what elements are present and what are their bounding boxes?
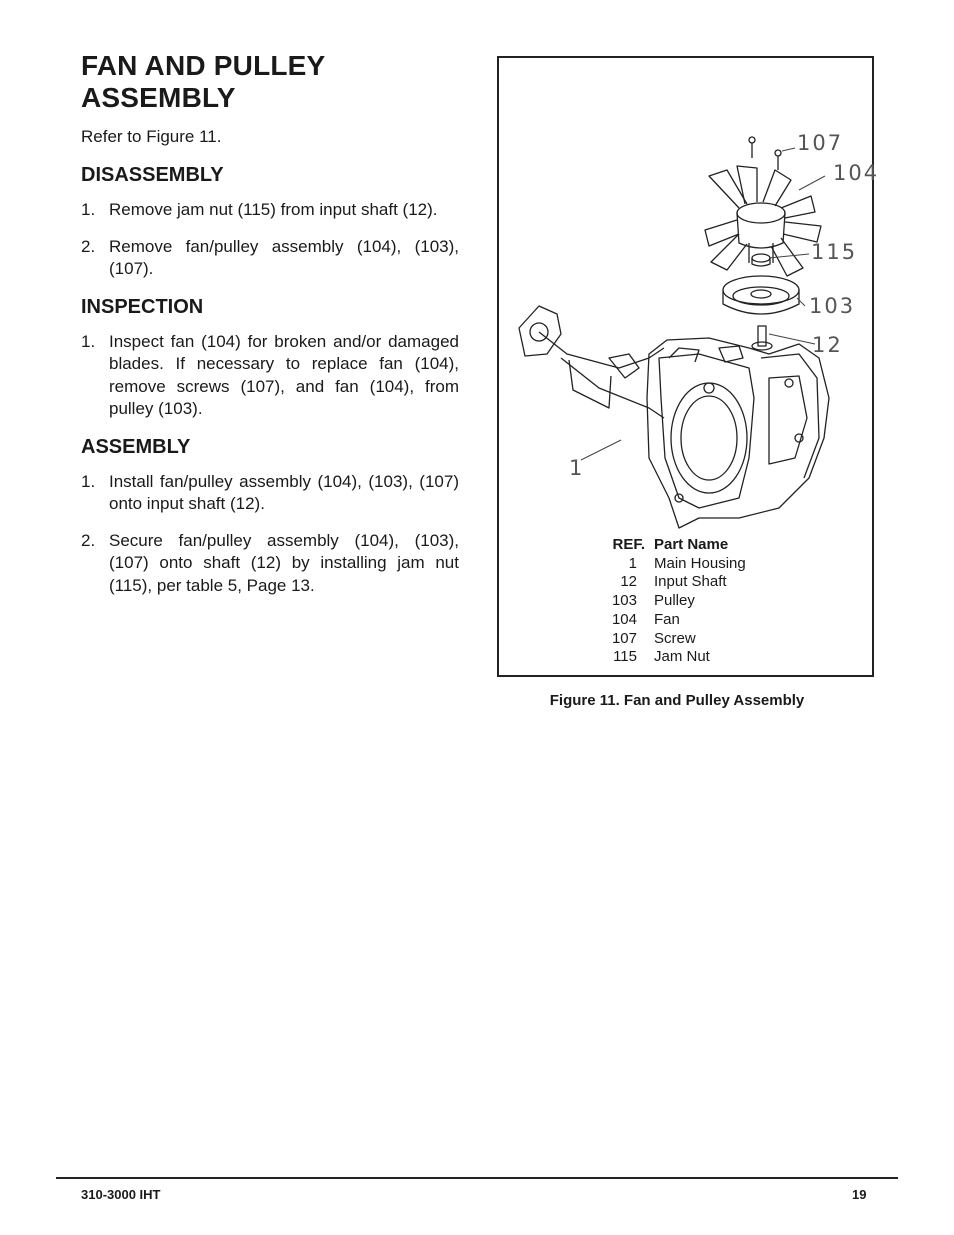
heading-assembly: ASSEMBLY bbox=[81, 435, 191, 458]
input-shaft-icon bbox=[752, 326, 772, 350]
step-item: 1. Install fan/pulley assembly (104), (103), (107) onto input shaft (12). bbox=[81, 471, 459, 513]
screw-icon bbox=[749, 137, 781, 170]
table-row: 107 Screw bbox=[611, 629, 696, 647]
table-row: 104 Fan bbox=[611, 610, 680, 628]
step-item: 2. Remove fan/pulley assembly (104), (103), (107). bbox=[81, 236, 459, 278]
table-row: 103 Pulley bbox=[611, 592, 695, 610]
table-row: 1 Main Housing bbox=[628, 554, 746, 572]
figure-caption: Figure 11. Fan and Pulley Assembly bbox=[549, 692, 805, 709]
step-item: 1. Remove jam nut (115) from input shaft (12). bbox=[81, 200, 438, 219]
callout-leaders bbox=[581, 148, 825, 460]
callout-107: 107 bbox=[797, 131, 844, 155]
fan-icon bbox=[705, 166, 821, 276]
footer-page-number: 19 bbox=[852, 1187, 867, 1202]
callout-104: 104 bbox=[833, 161, 880, 185]
heading-inspection: INSPECTION bbox=[81, 295, 204, 318]
callout-12: 12 bbox=[812, 333, 843, 357]
figure-11-frame bbox=[497, 56, 880, 677]
inspection-steps bbox=[81, 331, 459, 421]
table-row: 115 Jam Nut bbox=[613, 648, 710, 666]
footer-doc-number: 310-3000 IHT bbox=[81, 1187, 161, 1202]
main-housing-icon bbox=[519, 306, 829, 528]
text-column bbox=[81, 50, 459, 611]
callout-103: 103 bbox=[809, 294, 856, 318]
intro-text: Refer to Figure 11. bbox=[81, 127, 222, 146]
callout-1: 1 bbox=[569, 456, 585, 480]
step-item: 2. Secure fan/pulley assembly (104), (103), (107) onto shaft (12) by installing jam nut (115), per table 5, Page 13. bbox=[81, 530, 459, 595]
jam-nut-icon bbox=[752, 254, 770, 266]
assembly-steps bbox=[81, 471, 459, 598]
parts-table-header: REF. Part Name bbox=[612, 536, 729, 553]
pulley-icon bbox=[723, 276, 799, 314]
heading-disassembly: DISASSEMBLY bbox=[81, 164, 224, 186]
table-row: 12 Input Shaft bbox=[620, 573, 727, 591]
step-item: 1. Inspect fan (104) for broken and/or damaged blades. If necessary to replace fan (104), remove screws (107), and fan (104), from pulley (103). bbox=[81, 331, 459, 418]
page-title: FAN AND PULLEY ASSEMBLY bbox=[81, 50, 325, 113]
callout-115: 115 bbox=[811, 240, 858, 264]
parts-table bbox=[603, 536, 746, 667]
disassembly-steps bbox=[81, 199, 459, 281]
footer-divider bbox=[56, 1177, 898, 1179]
